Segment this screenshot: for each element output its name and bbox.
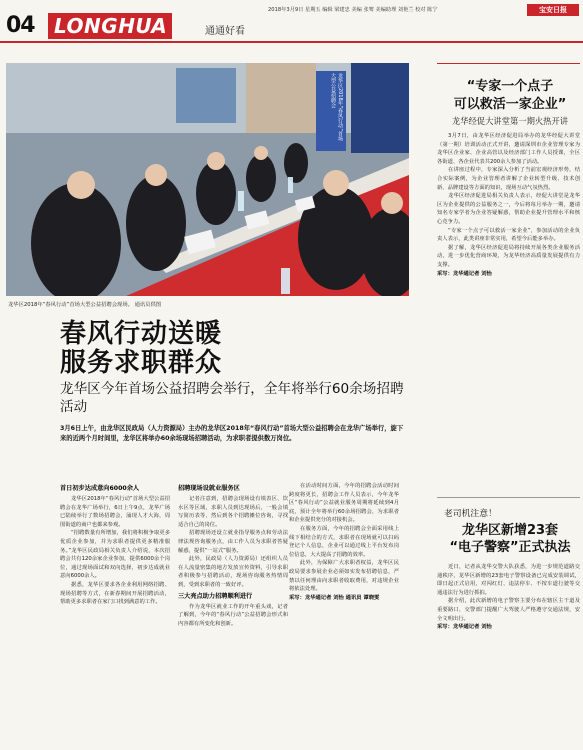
story3-headline-line1: 龙华区新增23套 [461,523,559,538]
photo-banner-text: 龙华区2018年“春风行动”首场大型公益招聘会 [330,73,343,141]
story2-headline [440,78,580,114]
body-paragraph: 在活动时间方面，今年的招聘会活动时间跨度将更长，招聘会工作人员表示，今年龙华区“春风行动”公益就业服务周期将延续到4月底，预计全年将举行60余场招聘会，为求职者和企业提供充分的对接机会。 [289,483,399,524]
main-photo [6,63,409,296]
section-name: LONGHUA [54,14,168,38]
article-column-3 [289,482,399,603]
body-paragraph: 在服务方面，今年的招聘会全面采用线上线下相结合的方式，求职者在现场就可以扫码登记个人信息，企业可以通过线上平台发布岗位信息，大大提高了招聘的效率。 [289,525,399,558]
masthead-logo: 宝安日报 [527,4,579,16]
body-paragraph: 招聘现场还设立就业指导服务点和劳动法律法规咨询服务点，由工作人员为求职者答疑解惑，提供“一站式”服务。 [178,530,288,554]
page-number: 04 [6,13,35,38]
lead-paragraph: 3月6日上午，由龙华区民政局（人力资源局）主办的龙华区2018年“春风行动”首场大型公益招聘会在龙华广场举行，旋下来的近两个月时间里，龙华区将举办60余场现场招聘活动，为求职者提供数万岗位。 [60,425,404,443]
body-paragraph: 龙华区经济促进局相关负责人表示，经促大讲堂是龙华区为企业提供的公益服务之一，今后将每月举办一期，邀请知名专家学者为企业答疑解惑，帮助企业提升管理水平和核心竞争力。 [437,193,580,225]
section-subtitle: 通通好看 [205,26,245,37]
story-divider [437,497,580,498]
main-subheadline: 龙华区今年首场公益招聘会举行，全年将举行60余场招聘活动 [60,381,404,415]
column-subhead: 招聘现场设就业服务区 [178,485,240,492]
body-paragraph: 据介绍，此次新增的电子警察主要分布在辖区主干道及重要路口，交警部门提醒广大驾驶人严格遵守交通法规，安全文明出行。 [437,598,580,622]
body-paragraph: 记者注意到，招聘会现场设有填表区、饮水区等区域，求职人员到达现场后，一般会填写简历表等，然后到各个招聘摊位咨询，寻找适合自己的岗位。 [178,496,288,528]
story2-subheadline: 龙华经促大讲堂第一期火热开讲 [451,116,569,126]
column-subhead: 首日初步达成意向6000余人 [60,485,140,492]
reporter-credit: 采写：龙华通记者 刘怡 通讯员 谭晓雯 [289,594,380,601]
story3-headline [440,522,580,556]
body-paragraph: 据悉，龙华区要求各企业利用网络招聘、现场招聘等方式，在新春期间开展招聘活动，帮助更多求职者在家门口找到满意的工作。 [60,581,170,606]
header-rule [0,41,583,43]
main-headline [60,320,222,378]
reporter-credit: 采写：龙华通记者 刘怡 [437,270,492,277]
story2-headline-line2: 可以救活一家企业” [453,97,567,112]
story2-headline-line1: “专家一个点子 [466,79,554,94]
body-paragraph: 在讲座过程中，专家深入分析了当前宏观经济形势，结合实际案例，为企业管理者讲解了企业转型升级、技术创新、品牌建设等方面的知识，现场互动气氛热烈。 [437,167,580,191]
story3-headline-line2: “电子警察”正式执法 [449,540,571,555]
article-column-2 [178,482,288,628]
body-paragraph: 龙华区2018年“春风行动”首场大型公益招聘会在龙华广场举行，6日上午9点，龙华广场已陆续举行了数场招聘会，涌现人才大海，周围街道的商户也都来参观。 [60,496,170,528]
header-meta: 2018年3月9日 星期五 编辑 梁建忠 美编 张骞 美编助理 刘艳兰 校对 陈宁 [268,7,438,13]
body-paragraph: 作为龙华区就业工作的开年重头戏，记者了解到，今年的“春风行动”公益招聘会形式和内容都有所变化和创新。 [178,603,288,627]
body-paragraph: 近日，记者从龙华交警大队获悉，为进一步规范道路交通秩序，龙华区新增的23套电子警察设备已完成安装调试，即日起正式启用，对闯红灯、违法停车、不按车道行驶等交通违法行为进行抓拍。 [437,564,580,596]
body-paragraph: 此外，民政局（人力资源局）还组织人员在人流量密集的地方发放宣传资料，引导求职者积极参与招聘活动，现场咨询服务热情周到，受到求职者的一致好评。 [178,556,288,588]
body-paragraph: 据了解，龙华区经济促进局将持续开展各类企业服务活动，进一步优化营商环境，为龙华经济高质量发展提供有力支撑。 [437,244,580,268]
story3-tag: 老司机注意！ [444,509,497,519]
main-headline-line2: 服务求职群众 [60,348,223,378]
body-paragraph: 3月7日，由龙华区经济促进局举办的龙华经促大讲堂（第一期）培训活动正式开讲，邀请深圳市企业管理专家为龙华区企业家、企业高管以及经济部门工作人员授课，全区各街道、各企业代表共200余人参加了活动。 [437,133,580,165]
column-subhead: 三大亮点助力招聘顺利进行 [178,592,253,600]
body-paragraph: 此外，为保障广大求职者权益，龙华区民政局要求参展企业必须如实发布招聘信息，严禁以任何理由向求职者收取费用，对违规企业将依法处理。 [289,560,399,593]
main-headline-line1: 春风行动送暖 [60,319,223,349]
photo-illustration [6,63,409,296]
article-column-1 [60,482,170,607]
right-column-rule [437,63,580,64]
story2-body [437,132,580,279]
body-paragraph: “专家一个点子可以救活一家企业”，参加活动的企业负责人表示，此类讲座非常实用，希望今后能多举办。 [437,227,580,243]
story3-body [437,563,580,632]
photo-caption: 龙华区2018年“春风行动”首场大型公益招聘会现场。 通讯员供图 [8,302,162,308]
reporter-credit: 采写：龙华通记者 刘怡 [437,624,492,631]
body-paragraph: “招聘数量有所增加，我们将积极争取更多优质企业参加，并为求职者提供更多精准服务。”龙华区民政局相关负责人介绍说，本次招聘会共有120余家企业参加，提供6000余个岗位，通过现场面试和双向选择，初步达成就业意向6000余人。 [60,530,170,580]
